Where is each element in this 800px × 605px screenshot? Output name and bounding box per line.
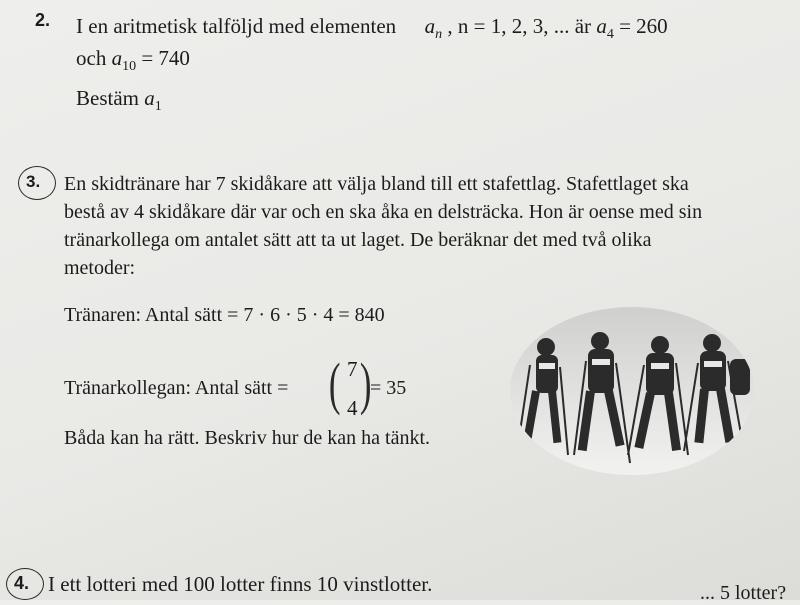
problem-3-line-3: tränarkollega om antalet sätt att ta ut laget. De beräknar det med två olika (64, 229, 652, 251)
problem-3-line-4: metoder: (64, 257, 136, 279)
problem-2-line-3 (76, 86, 162, 115)
a10-value: = 740 (141, 46, 190, 70)
bestam-text: Bestäm (76, 86, 139, 110)
problem-2-line-2 (76, 46, 190, 75)
problem-3-line-1: En skidtränare har 7 skidåkare att välja bland till ett stafettlag. Stafettlaget ska (64, 173, 689, 195)
och-text: och (76, 46, 107, 70)
problem-2-line-1 (76, 14, 668, 43)
a1-subscript: 1 (154, 99, 162, 115)
problem-2-number: 2. (35, 10, 51, 30)
a-n-symbol: a (424, 14, 436, 38)
binom-bottom: 4 (347, 396, 358, 420)
binom-left-paren: ( (328, 351, 341, 416)
problem-4-cutoff-text: ... 5 lotter? (700, 582, 787, 604)
bada-line: Båda kan ha rätt. Beskriv hur de kan ha tänkt. (64, 427, 430, 449)
binom-result: = 35 (370, 377, 407, 399)
a4-symbol: a (596, 14, 607, 38)
a4-value: = 260 (619, 14, 668, 38)
skiers-photo-icon (508, 305, 756, 477)
problem-3-line-2: bestå av 4 skidåkare där var och en ska åka en delsträcka. Hon är oense med sin (64, 201, 703, 223)
problem-2-text: I en aritmetisk talföljd med elementen (76, 14, 397, 38)
n-values: , n = 1, 2, 3, ... är (447, 14, 592, 38)
a1-symbol: a (144, 86, 155, 110)
binom-right-paren: ) (359, 351, 372, 416)
problem-4-number: 4. (14, 573, 30, 593)
a10-symbol: a (111, 46, 123, 70)
problem-3-number: 3. (26, 172, 41, 191)
kollega-text: Tränarkollegan: Antal sätt = (64, 377, 289, 399)
binom-top: 7 (347, 357, 358, 381)
problem-4-text: I ett lotteri med 100 lotter finns 10 vinstlotter. (48, 572, 433, 596)
tranaren-line: Tränaren: Antal sätt = 7 · 6 · 5 · 4 = 840 (64, 304, 385, 326)
a-n-subscript: n (435, 27, 443, 43)
a4-subscript: 4 (606, 27, 614, 43)
a10-subscript: 10 (122, 59, 137, 75)
